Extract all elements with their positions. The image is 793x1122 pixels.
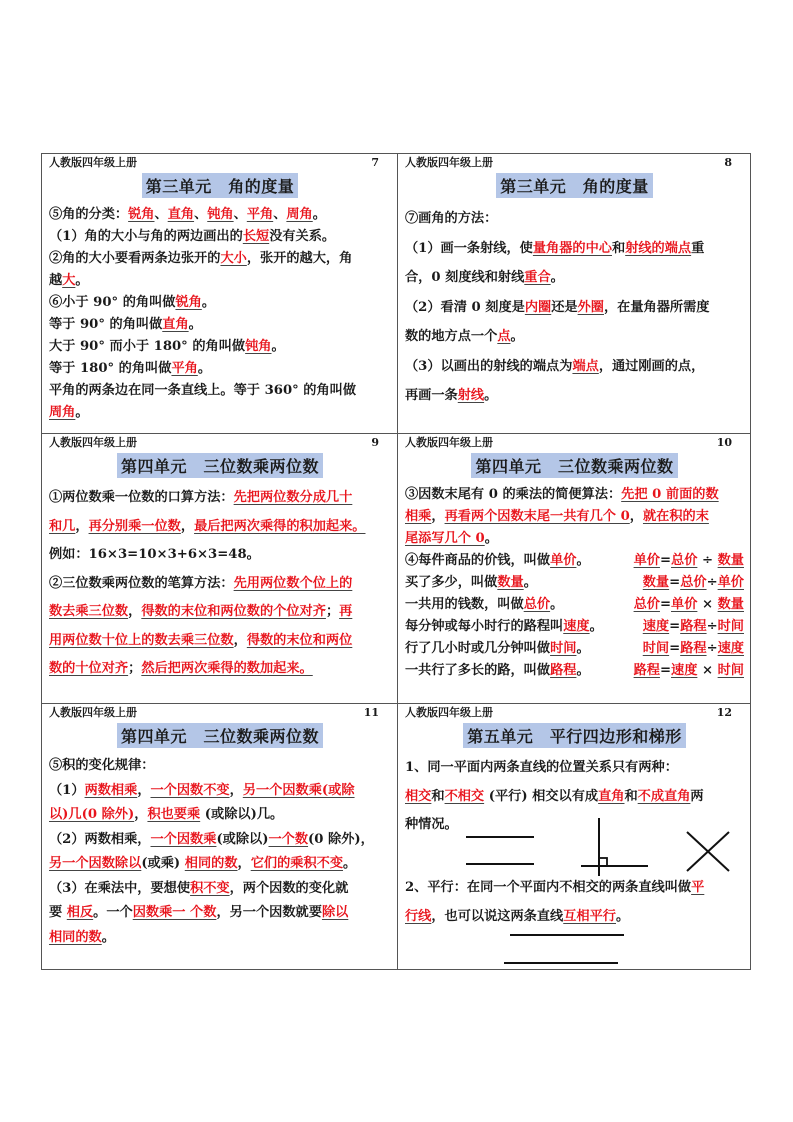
page-number: 7 bbox=[371, 156, 379, 169]
text-segment: × bbox=[697, 663, 718, 678]
key-term: 因数乘一 个数 bbox=[132, 905, 217, 920]
key-term: 再 bbox=[339, 604, 353, 619]
key-term: 尾添写几个 0 bbox=[405, 531, 485, 546]
definition-row bbox=[405, 550, 744, 572]
key-term: 再看两个因数末尾一共有几个 0 bbox=[444, 509, 630, 524]
formula bbox=[643, 616, 744, 638]
text-segment: 。 bbox=[576, 663, 590, 678]
text-segment: ， bbox=[629, 509, 643, 524]
text-segment: = bbox=[669, 575, 681, 590]
text-segment: ， bbox=[431, 509, 445, 524]
text-line bbox=[49, 204, 391, 226]
text-segment: (或除以)几。 bbox=[200, 807, 284, 822]
key-term: 点 bbox=[497, 329, 511, 344]
text-segment: × bbox=[697, 597, 718, 612]
formula bbox=[634, 594, 744, 616]
formula bbox=[643, 572, 744, 594]
text-segment: ，在量角器所需度 bbox=[603, 299, 710, 315]
perpendicular-lines-figure bbox=[578, 816, 653, 878]
text-segment: 数的地方点一个 bbox=[405, 329, 498, 344]
text-line bbox=[49, 926, 391, 951]
key-term: 一个数 bbox=[268, 831, 309, 847]
text-segment: ⑦画角的方法： bbox=[405, 211, 498, 226]
definition bbox=[405, 638, 590, 660]
text-segment: 买了多少，叫做 bbox=[405, 575, 498, 590]
key-term: 另一个因数乘(或除 bbox=[242, 782, 355, 798]
key-term: 时间 bbox=[642, 641, 670, 656]
key-term: 单价 bbox=[717, 575, 744, 590]
key-term: 钝角 bbox=[245, 339, 272, 354]
key-term: 数量 bbox=[642, 575, 670, 590]
key-term: 最后把两次乘得的积加起来。 bbox=[194, 518, 366, 534]
card-page-7 bbox=[42, 154, 397, 433]
key-term: 就在积的末 bbox=[642, 509, 709, 524]
text-line bbox=[405, 293, 744, 323]
text-line bbox=[405, 263, 744, 293]
text-segment: = bbox=[669, 641, 681, 656]
key-term: 大 bbox=[62, 273, 76, 288]
formula bbox=[634, 550, 744, 572]
text-segment: ， bbox=[75, 518, 89, 534]
text-line bbox=[49, 754, 391, 779]
text-line bbox=[405, 484, 744, 506]
card-body bbox=[405, 204, 744, 411]
unit-title: 第五单元 平行四边形和梯形 bbox=[463, 723, 686, 748]
text-segment: 大于 90° 而小于 180° 的角叫做 bbox=[49, 339, 246, 354]
page-number: 10 bbox=[716, 436, 732, 449]
key-term: 数的十位对齐 bbox=[49, 661, 129, 676]
text-line bbox=[405, 754, 744, 783]
key-term: 平角 bbox=[171, 361, 198, 376]
text-segment: 行了几小时或几分钟叫做 bbox=[405, 641, 551, 656]
key-term: 相同的数 bbox=[184, 856, 238, 871]
text-line bbox=[49, 627, 391, 656]
definition-row bbox=[405, 594, 744, 616]
unit-title: 第四单元 三位数乘两位数 bbox=[117, 723, 323, 748]
page-number: 11 bbox=[363, 706, 379, 719]
key-term: 一个因数乘 bbox=[150, 831, 217, 847]
definition-row bbox=[405, 572, 744, 594]
text-segment: 。 bbox=[576, 641, 590, 656]
textbook-label: 人教版四年级上册 bbox=[405, 436, 493, 449]
key-term: 时间 bbox=[717, 619, 744, 634]
parallel-definition bbox=[405, 874, 744, 931]
text-segment: 和 bbox=[431, 788, 445, 804]
card-body bbox=[405, 484, 744, 550]
text-line bbox=[49, 380, 391, 402]
text-line bbox=[405, 874, 744, 903]
text-segment: 没有关系。 bbox=[269, 229, 336, 244]
text-segment: = bbox=[659, 663, 672, 678]
card-header bbox=[49, 154, 391, 172]
text-segment: (平行) 相交以有成 bbox=[484, 788, 599, 804]
textbook-label: 人教版四年级上册 bbox=[405, 706, 493, 719]
key-term: 先把 0 前面的数 bbox=[621, 487, 719, 502]
page-number: 9 bbox=[371, 436, 379, 449]
key-term: 除以 bbox=[321, 905, 349, 920]
unit-title: 第三单元 角的度量 bbox=[142, 173, 299, 198]
text-segment: ； bbox=[128, 661, 142, 676]
text-segment: 、 bbox=[154, 207, 168, 222]
key-term: 直角 bbox=[167, 207, 195, 222]
text-segment: (0 除外)， bbox=[308, 831, 374, 847]
text-line bbox=[49, 336, 391, 358]
card-page-9 bbox=[42, 433, 397, 703]
text-line bbox=[405, 506, 744, 528]
formula bbox=[643, 638, 744, 660]
text-line bbox=[49, 248, 391, 270]
text-segment: 。 bbox=[510, 329, 524, 344]
text-segment: ÷ bbox=[706, 619, 718, 634]
key-term: 量角器的中心 bbox=[532, 240, 612, 256]
key-term: 不成直角 bbox=[637, 788, 691, 804]
key-term: 路程 bbox=[680, 619, 707, 634]
text-line bbox=[405, 204, 744, 234]
text-line bbox=[49, 779, 391, 804]
key-term: 先把两位数分成几十 bbox=[233, 490, 353, 505]
key-term: 时间 bbox=[717, 663, 744, 678]
text-segment: 。 bbox=[484, 388, 498, 403]
text-segment: ÷ bbox=[706, 641, 718, 656]
key-term: 路程 bbox=[550, 663, 577, 678]
key-term: 和几 bbox=[49, 518, 76, 534]
key-term: 用两位数十位上的数去乘三位数 bbox=[49, 632, 234, 648]
key-term: 单价 bbox=[671, 597, 698, 612]
text-segment: ，也可以说这两条直线 bbox=[431, 908, 564, 924]
text-segment: （3）在乘法中，要想使 bbox=[49, 880, 191, 896]
text-segment: ⑤角的分类： bbox=[49, 207, 129, 222]
text-line bbox=[405, 528, 744, 550]
text-segment: 一共用的钱数，叫做 bbox=[405, 597, 524, 612]
key-term: 数量 bbox=[717, 553, 744, 568]
text-segment: = bbox=[659, 553, 672, 568]
text-segment: 和 bbox=[612, 240, 626, 256]
page-number: 12 bbox=[716, 706, 732, 719]
text-line bbox=[49, 655, 391, 684]
key-term: 数量 bbox=[717, 597, 744, 612]
text-segment: ，通过刚画的点， bbox=[598, 358, 705, 374]
text-segment: 平角的两条边在同一条直线上。等于 360° 的角叫做 bbox=[49, 383, 357, 398]
text-segment: ， bbox=[237, 856, 251, 871]
text-segment: 。 bbox=[312, 207, 326, 222]
card-header bbox=[405, 154, 744, 172]
key-term: 速度 bbox=[563, 619, 590, 634]
text-segment: 。 bbox=[197, 361, 211, 376]
key-term: 它们的乘积不变 bbox=[250, 856, 344, 871]
key-term: 数去乘三位数 bbox=[49, 604, 129, 619]
notes-grid bbox=[41, 153, 751, 970]
text-line bbox=[49, 877, 391, 902]
text-segment: 1、同一平面内两条直线的位置关系只有两种： bbox=[405, 760, 678, 775]
text-segment: ，张开的越大，角 bbox=[246, 251, 353, 266]
text-segment: 。 bbox=[101, 929, 115, 945]
formula bbox=[634, 660, 744, 682]
intersecting-lines-figure bbox=[683, 828, 733, 874]
card-body bbox=[49, 754, 391, 950]
text-segment: = bbox=[659, 597, 672, 612]
text-segment: = bbox=[669, 619, 681, 634]
text-line bbox=[405, 381, 744, 411]
key-term: 重合 bbox=[524, 270, 551, 285]
text-line bbox=[405, 783, 744, 812]
parallel-lines-figure-2 bbox=[498, 930, 628, 968]
text-segment: ÷ bbox=[697, 553, 718, 568]
text-line bbox=[49, 314, 391, 336]
text-segment: （2）两数相乘， bbox=[49, 831, 151, 847]
key-term: 以)几(0 除外) bbox=[49, 807, 135, 822]
definition-row bbox=[405, 660, 744, 682]
text-segment: 。 bbox=[616, 908, 630, 924]
text-segment: （1）画一条射线，使 bbox=[405, 240, 533, 256]
text-line bbox=[49, 901, 391, 926]
text-segment: ③因数末尾有 0 的乘法的简便算法： bbox=[405, 487, 622, 502]
definition bbox=[405, 550, 590, 572]
text-segment: ⑤积的变化规律： bbox=[49, 758, 155, 773]
text-segment: （1） bbox=[49, 782, 85, 798]
card-page-8 bbox=[397, 154, 750, 433]
text-segment: (或乘) bbox=[141, 856, 185, 871]
text-segment: ②三位数乘两位数的笔算方法： bbox=[49, 575, 234, 591]
text-line bbox=[49, 852, 391, 877]
card-page-11 bbox=[42, 703, 397, 969]
parallel-lines-figure bbox=[458, 832, 538, 870]
key-term: 直角 bbox=[598, 788, 625, 804]
text-segment: 。 bbox=[550, 270, 564, 285]
key-term: 总价 bbox=[523, 597, 551, 612]
text-segment: 。 bbox=[550, 597, 564, 612]
text-segment: 要 bbox=[49, 905, 67, 920]
key-term: 积不变 bbox=[190, 880, 230, 896]
key-term: 相交 bbox=[405, 788, 432, 804]
key-term: 钝角 bbox=[207, 207, 234, 222]
text-segment: 例如：16×3=10×3+6×3=48。 bbox=[49, 547, 260, 562]
text-segment: ， bbox=[128, 604, 142, 619]
text-segment: 和 bbox=[624, 788, 638, 804]
text-line bbox=[49, 828, 391, 853]
text-line bbox=[49, 484, 391, 513]
text-segment: 、 bbox=[233, 207, 247, 222]
text-segment: 等于 90° 的角叫做 bbox=[49, 317, 163, 332]
text-segment: 重 bbox=[691, 240, 705, 256]
text-segment: 。 bbox=[201, 295, 216, 310]
key-term: 再分别乘一位数 bbox=[88, 518, 181, 534]
key-term: 路程 bbox=[680, 641, 707, 656]
key-term: 积也要乘 bbox=[147, 807, 201, 822]
text-line bbox=[49, 270, 391, 292]
text-segment: ÷ bbox=[706, 575, 718, 590]
key-term: 速度 bbox=[642, 619, 670, 634]
text-segment: ②角的大小要看两条边张开的 bbox=[49, 251, 221, 266]
text-line bbox=[49, 226, 391, 248]
text-line bbox=[49, 541, 391, 570]
key-term: 速度 bbox=[671, 663, 698, 678]
definition-row bbox=[405, 616, 744, 638]
text-segment: 一共行了多长的路，叫做 bbox=[405, 663, 551, 678]
definition bbox=[405, 660, 590, 682]
card-header bbox=[405, 434, 744, 452]
key-term: 总价 bbox=[680, 575, 707, 590]
text-segment: 。 bbox=[188, 317, 202, 332]
textbook-label: 人教版四年级上册 bbox=[405, 156, 493, 169]
text-segment: (或除以) bbox=[216, 831, 269, 847]
text-segment: 。 bbox=[75, 405, 89, 420]
text-line bbox=[405, 352, 744, 382]
text-segment: 。 bbox=[75, 273, 89, 288]
key-term: 周角 bbox=[286, 207, 313, 222]
key-term: 路程 bbox=[633, 663, 660, 678]
text-segment: 再画一条 bbox=[405, 388, 458, 403]
card-body bbox=[49, 484, 391, 684]
text-segment: 还是 bbox=[551, 299, 578, 315]
key-term: 大小 bbox=[220, 251, 247, 266]
key-term: 外圈 bbox=[577, 299, 604, 315]
text-segment: 越 bbox=[49, 273, 63, 288]
text-segment: 。一个 bbox=[93, 905, 133, 920]
text-line bbox=[49, 570, 391, 599]
key-term: 然后把两次乘得的数加起来。 bbox=[141, 661, 313, 676]
text-segment: ， bbox=[233, 632, 247, 648]
key-term: 平 bbox=[691, 880, 705, 895]
text-segment: 。 bbox=[523, 575, 537, 590]
text-segment: 。 bbox=[271, 339, 285, 354]
textbook-label: 人教版四年级上册 bbox=[49, 156, 137, 169]
key-term: 锐角 bbox=[128, 207, 155, 222]
key-term: 时间 bbox=[550, 641, 577, 656]
key-term: 两数相乘 bbox=[84, 782, 138, 798]
key-term: 总价 bbox=[633, 597, 660, 612]
key-term: 先用两位数个位上的 bbox=[233, 575, 353, 591]
text-segment: ，另一个因数就要 bbox=[216, 905, 322, 920]
text-segment: 2、平行：在同一个平面内不相交的两条直线叫做 bbox=[405, 880, 692, 895]
definition bbox=[405, 594, 563, 616]
key-term: 速度 bbox=[717, 641, 744, 656]
definition bbox=[405, 572, 537, 594]
unit-title: 第四单元 三位数乘两位数 bbox=[117, 453, 323, 478]
key-term: 相同的数 bbox=[49, 929, 102, 945]
key-term: 行线 bbox=[405, 908, 432, 924]
text-segment: 、 bbox=[194, 207, 208, 222]
text-segment: （3）以画出的射线的端点为 bbox=[405, 358, 573, 374]
key-term: 得数的末位和两位 bbox=[246, 632, 353, 648]
text-line bbox=[405, 234, 744, 264]
key-term: 互相平行 bbox=[563, 908, 616, 924]
text-segment: 合，0 刻度线和射线 bbox=[405, 270, 525, 285]
key-term: 相乘 bbox=[405, 509, 432, 524]
definition bbox=[405, 616, 603, 638]
text-segment: 、 bbox=[273, 207, 287, 222]
key-term: 单价 bbox=[550, 553, 577, 568]
text-segment: （2）看清 0 刻度是 bbox=[405, 299, 525, 315]
text-line bbox=[405, 903, 744, 932]
text-segment: ④每件商品的价钱，叫做 bbox=[405, 553, 551, 568]
card-header bbox=[49, 434, 391, 452]
card-page-10 bbox=[397, 433, 750, 703]
card-header bbox=[405, 704, 744, 722]
text-segment: 。 bbox=[576, 553, 590, 568]
unit-title: 第四单元 三位数乘两位数 bbox=[471, 453, 677, 478]
key-term: 长短 bbox=[242, 229, 270, 244]
card-body bbox=[405, 754, 744, 840]
text-segment: ①两位数乘一位数的口算方法： bbox=[49, 490, 234, 505]
unit-title: 第三单元 角的度量 bbox=[496, 173, 653, 198]
text-segment: 每分钟或每小时行的路程叫 bbox=[405, 619, 564, 634]
text-segment: 。 bbox=[589, 619, 603, 634]
text-line bbox=[49, 513, 391, 542]
text-segment: ， bbox=[137, 782, 151, 798]
page-number: 8 bbox=[724, 156, 732, 169]
text-segment: ， bbox=[229, 782, 243, 798]
textbook-label: 人教版四年级上册 bbox=[49, 706, 137, 719]
key-term: 射线 bbox=[457, 388, 485, 403]
text-segment: ， bbox=[180, 518, 195, 534]
key-term: 直角 bbox=[162, 317, 189, 332]
key-term: 内圈 bbox=[524, 299, 552, 315]
text-line bbox=[49, 292, 391, 314]
key-term: 总价 bbox=[671, 553, 698, 568]
key-term: 锐角 bbox=[175, 295, 202, 310]
key-term: 相反 bbox=[66, 905, 94, 920]
text-line bbox=[405, 322, 744, 352]
text-segment: （1）角的大小与角的两边画出的 bbox=[49, 229, 243, 244]
text-segment: 。 bbox=[484, 531, 498, 546]
text-segment: ； bbox=[325, 604, 340, 619]
textbook-label: 人教版四年级上册 bbox=[49, 436, 137, 449]
key-term: 一个因数不变 bbox=[150, 782, 230, 798]
key-term: 周角 bbox=[49, 405, 76, 420]
definition-row bbox=[405, 638, 744, 660]
text-segment: ，两个因数的变化就 bbox=[229, 880, 349, 896]
key-term: 数量 bbox=[497, 575, 524, 590]
text-segment: 两 bbox=[690, 788, 704, 804]
definition-formula-list bbox=[405, 550, 744, 682]
key-term: 平角 bbox=[246, 207, 274, 222]
key-term: 射线的端点 bbox=[625, 240, 692, 256]
text-segment: ⑥小于 90° 的角叫做 bbox=[49, 295, 176, 310]
key-term: 另一个因数除以 bbox=[49, 856, 142, 871]
card-page-12 bbox=[397, 703, 750, 969]
key-term: 单价 bbox=[633, 553, 660, 568]
text-segment: ， bbox=[134, 807, 148, 822]
text-line bbox=[49, 358, 391, 380]
text-segment: 种情况。 bbox=[405, 817, 458, 832]
card-header bbox=[49, 704, 391, 722]
text-segment: 。 bbox=[343, 856, 357, 871]
key-term: 得数的末位和两位数的个位对齐 bbox=[141, 604, 326, 619]
text-line bbox=[49, 402, 391, 424]
text-segment: 等于 180° 的角叫做 bbox=[49, 361, 172, 376]
card-body bbox=[49, 204, 391, 424]
key-term: 不相交 bbox=[444, 788, 485, 804]
key-term: 端点 bbox=[572, 358, 599, 374]
text-line bbox=[49, 803, 391, 828]
text-line bbox=[49, 598, 391, 627]
